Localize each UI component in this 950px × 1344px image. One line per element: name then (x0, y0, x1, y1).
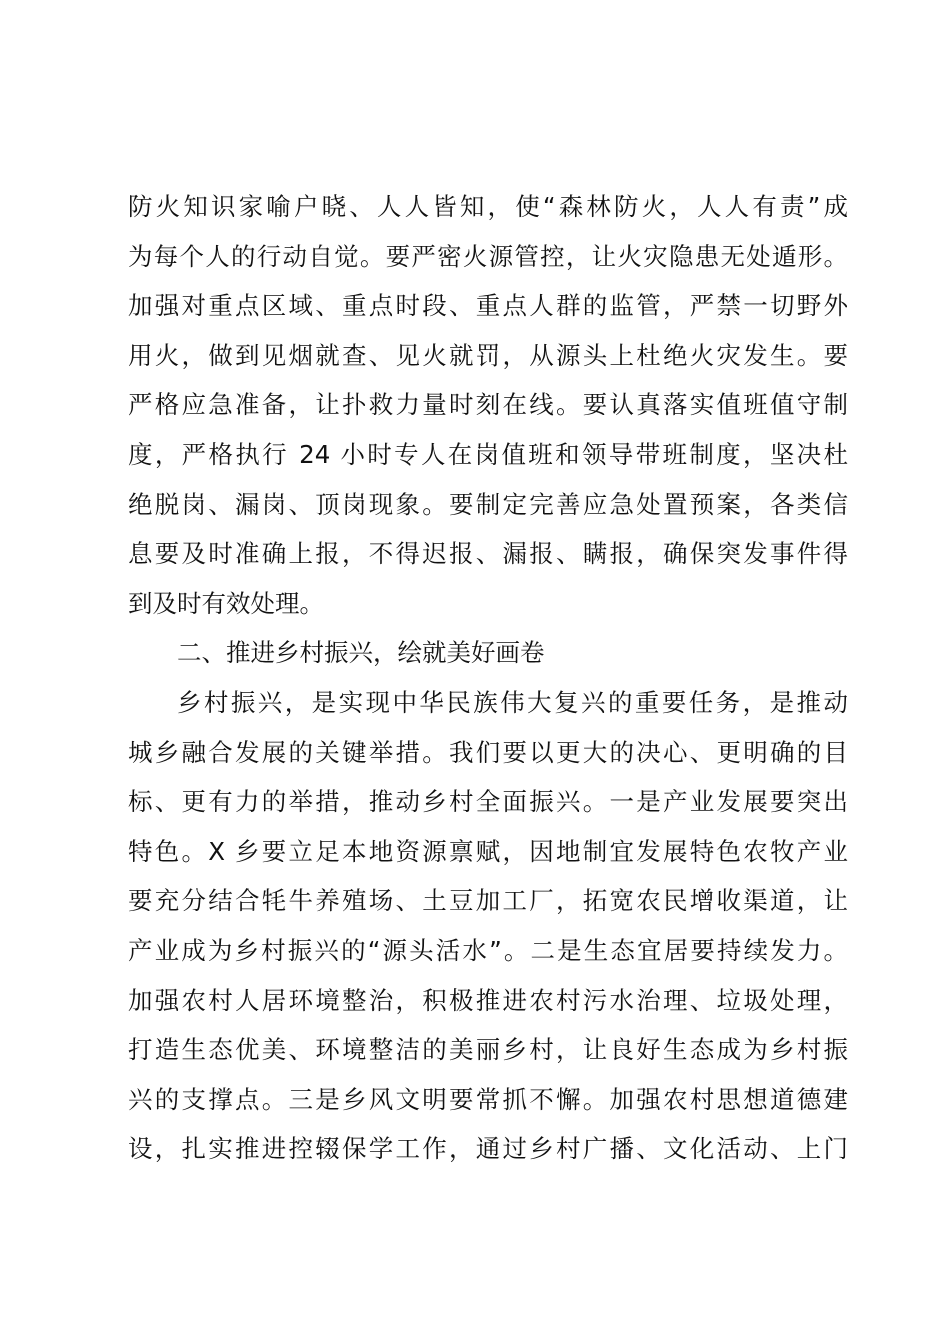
paragraph-line: 加强对重点区域、重点时段、重点人群的监管，严禁一切野外 (128, 291, 848, 321)
paragraph-line: 标、更有力的举措，推动乡村全面振兴。一是产业发展要突出 (128, 787, 848, 817)
paragraph-line: 特色。X 乡要立足本地资源禀赋，因地制宜发展特色农牧产业 (128, 836, 848, 866)
paragraph-line: 城乡融合发展的关键举措。我们要以更大的决心、更明确的目 (128, 737, 848, 767)
paragraph-line: 度，严格执行 24 小时专人在岗值班和领导带班制度，坚决杜 (128, 439, 848, 469)
paragraph-rural-revitalization (128, 678, 848, 1174)
paragraph-line: 设，扎实推进控辍保学工作，通过乡村广播、文化活动、上门 (128, 1134, 848, 1164)
paragraph-line: 为每个人的行动自觉。要严密火源管控，让火灾隐患无处遁形。 (128, 241, 848, 271)
paragraph-line: 兴的支撑点。三是乡风文明要常抓不懈。加强农村思想道德建 (128, 1084, 848, 1114)
paragraph-line: 乡村振兴，是实现中华民族伟大复兴的重要任务，是推动 (177, 687, 848, 717)
paragraph-line: 息要及时准确上报，不得迟报、漏报、瞒报，确保突发事件得 (128, 539, 848, 569)
paragraph-line: 要充分结合牦牛养殖场、土豆加工厂，拓宽农民增收渠道，让 (128, 886, 848, 916)
document-body (128, 182, 848, 1174)
paragraph-line: 严格应急准备，让扑救力量时刻在线。要认真落实值班值守制 (128, 390, 848, 420)
paragraph-line: 产业成为乡村振兴的“源头活水”。二是生态宜居要持续发力。 (128, 935, 848, 965)
paragraph-fire-prevention (128, 182, 848, 628)
paragraph-line: 到及时有效处理。 (128, 588, 324, 618)
paragraph-line: 绝脱岗、漏岗、顶岗现象。要制定完善应急处置预案，各类信 (128, 489, 848, 519)
paragraph-line: 用火，做到见烟就查、见火就罚，从源头上杜绝火灾发生。要 (128, 340, 848, 370)
paragraph-line: 防火知识家喻户晓、人人皆知，使“森林防火，人人有责”成 (128, 192, 848, 221)
paragraph-line: 加强农村人居环境整治，积极推进农村污水治理、垃圾处理， (128, 985, 848, 1015)
section-heading: 二、推进乡村振兴，绘就美好画卷 (177, 638, 545, 668)
paragraph-line: 打造生态优美、环境整洁的美丽乡村，让良好生态成为乡村振 (128, 1035, 848, 1065)
